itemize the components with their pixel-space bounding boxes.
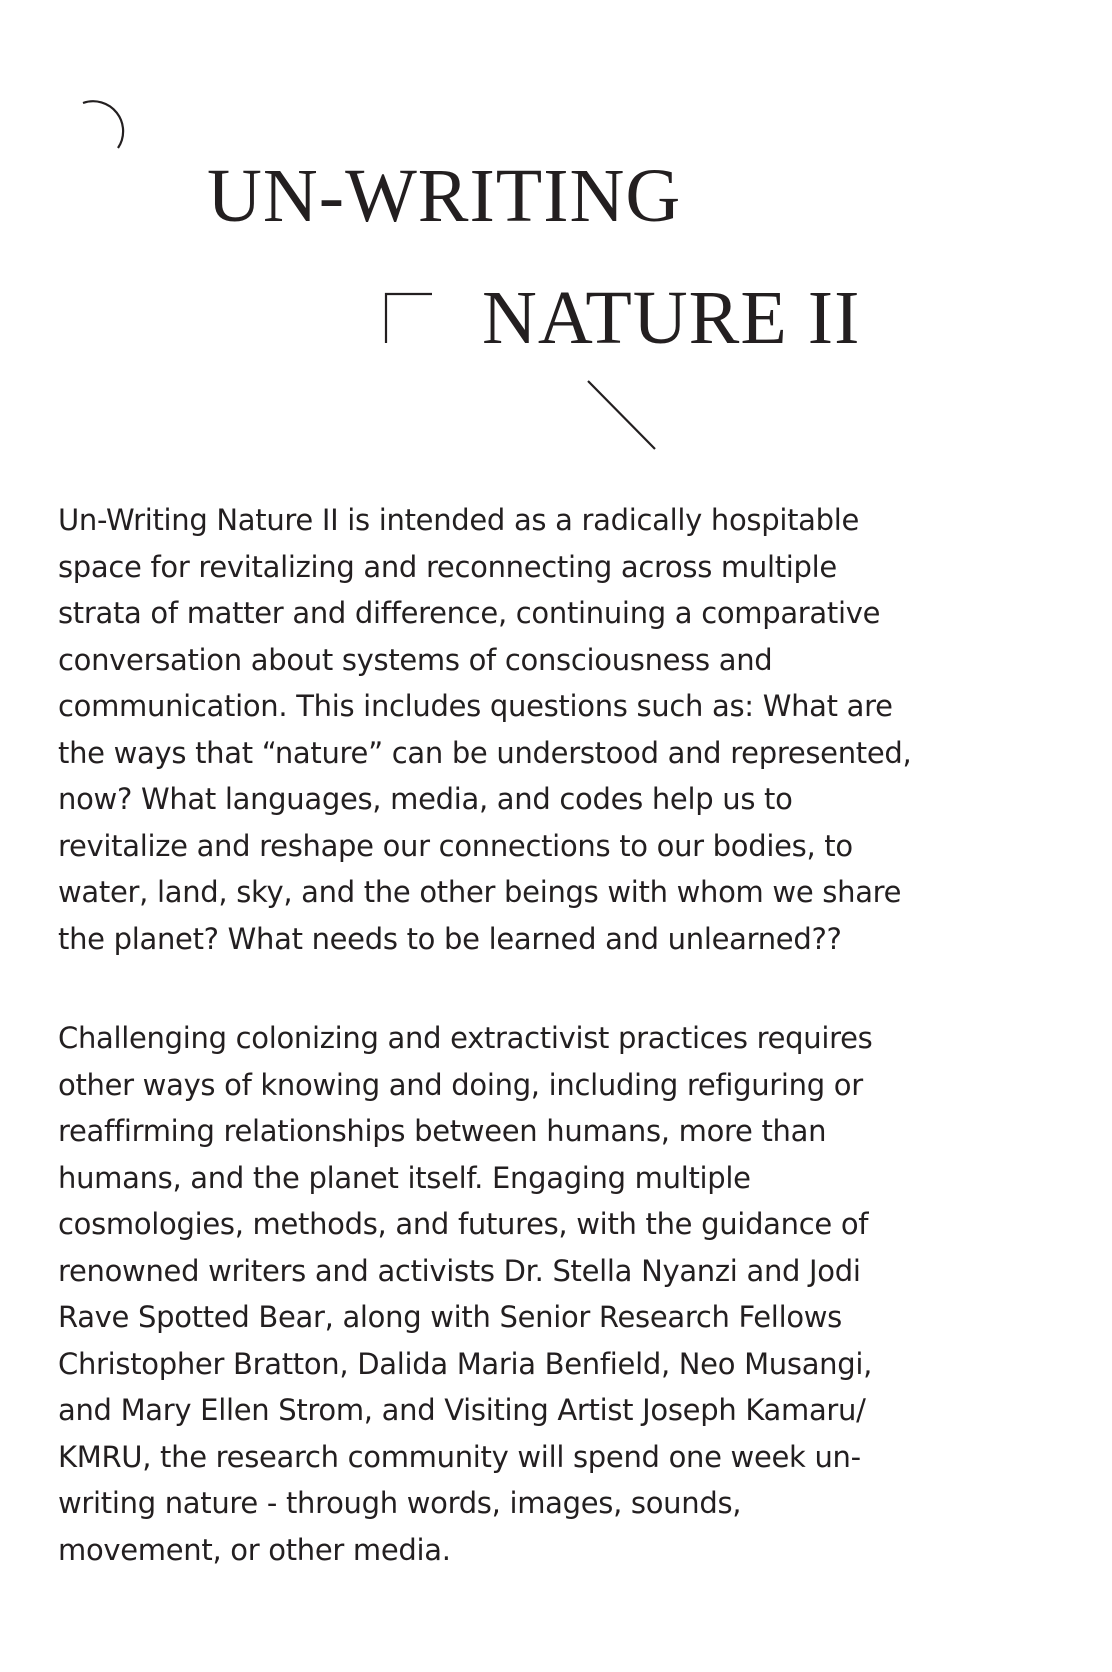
text-line: communication. This includes questions such as: What are [58, 689, 893, 723]
title-line-2: NATURE II [482, 276, 861, 360]
arc-mark [83, 101, 123, 148]
text-line: reaffirming relationships between humans, more than [58, 1114, 827, 1148]
text-line: humans, and the planet itself. Engaging multiple [58, 1160, 751, 1195]
text-line: Un-Writing Nature II is intended as a radically hospitable [58, 503, 860, 537]
text-line: strata of matter and difference, continuing a comparative [58, 596, 881, 630]
text-line: revitalize and reshape our connections to our bodies, to [58, 828, 853, 863]
text-line: movement, or other media. [58, 1532, 451, 1567]
corner-bracket-mark [386, 294, 432, 343]
text-line: the planet? What needs to be learned and unlearned?? [58, 921, 842, 956]
text-line: water, land, sky, and the other beings with whom we share [58, 875, 902, 909]
text-line: Challenging colonizing and extractivist practices requires [58, 1021, 873, 1055]
diagonal-slash-mark [588, 381, 655, 449]
text-line: the ways that “nature” can be understood and represented, [58, 735, 912, 770]
text-line: Rave Spotted Bear, along with Senior Research Fellows [58, 1300, 842, 1334]
title-line-1: UN-WRITING [207, 154, 682, 238]
text-line: space for revitalizing and reconnecting across multiple [58, 549, 837, 584]
text-line: and Mary Ellen Strom, and Visiting Artist Joseph Kamaru/ [58, 1393, 866, 1427]
text-line: other ways of knowing and doing, including refiguring or [58, 1067, 863, 1102]
text-line: renowned writers and activists Dr. Stella Nyanzi and Jodi [58, 1253, 861, 1288]
text-line: Christopher Bratton, Dalida Maria Benfield, Neo Musangi, [58, 1346, 873, 1381]
text-line: conversation about systems of consciousness and [58, 642, 773, 677]
text-line: cosmologies, methods, and futures, with the guidance of [58, 1207, 869, 1241]
paragraph-intro [58, 497, 1068, 962]
text-line: KMRU, the research community will spend one week un- [58, 1439, 861, 1474]
text-line: now? What languages, media, and codes help us to [58, 782, 793, 816]
decorative-marks [0, 0, 1112, 500]
paragraph-challenging [58, 1015, 1068, 1573]
text-line: writing nature - through words, images, sounds, [58, 1486, 742, 1520]
